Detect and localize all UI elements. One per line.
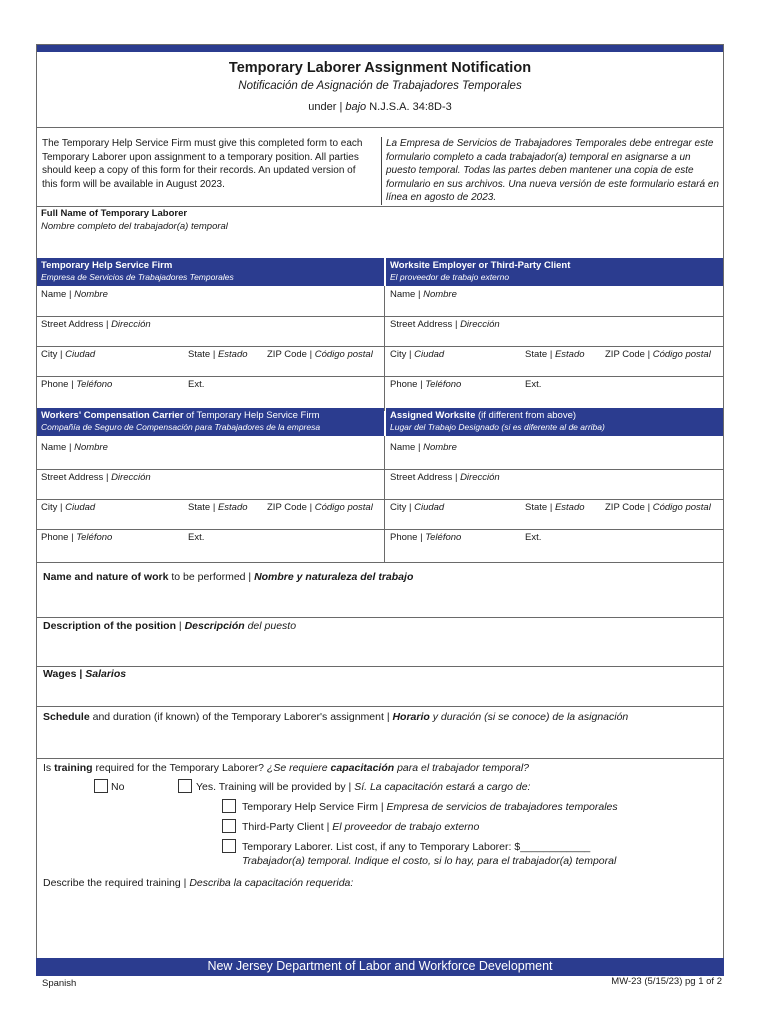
schedule-field[interactable]: Schedule and duration (if known) of the Temporary Laborer's assignment | Horario y duración (si se conoce) de la asignación: [43, 711, 629, 723]
assigned-worksite-header: Assigned Worksite (if different from above) Lugar del Trabajo Designado (si es diferente al de arriba): [386, 408, 723, 436]
divider: [37, 346, 723, 347]
assigned-city-field[interactable]: City | Ciudad: [390, 502, 445, 513]
intro-spanish: La Empresa de Servicios de Trabajadores Temporales debe entregar este formulario completo a cada trabajador(a) temporal en asignarse a un puesto temporal. Todas las partes deben mantener una copia de este formulario en sus archivos. Una nueva versión de este formulario estará en línea en agosto de 2023.: [381, 137, 722, 205]
provider-laborer-label-es: Trabajador(a) temporal. Indique el costo, si lo hay, para el trabajador(a) temporal: [242, 855, 617, 867]
assigned-zip-field[interactable]: ZIP Code | Código postal: [605, 502, 711, 513]
full-name-input[interactable]: [41, 233, 717, 255]
divider: [37, 617, 723, 618]
wages-field[interactable]: Wages | Salarios: [43, 668, 127, 680]
divider: [37, 529, 723, 530]
divider: [37, 706, 723, 707]
training-no-checkbox[interactable]: [94, 779, 108, 793]
full-name-label: Full Name of Temporary Laborer: [41, 208, 188, 219]
provider-client-label: Third-Party Client | El proveedor de trabajo externo: [242, 821, 480, 833]
department-footer: New Jersey Department of Labor and Workforce Development: [36, 958, 724, 976]
divider: [37, 469, 723, 470]
worksite-name-field[interactable]: Name | Nombre: [390, 289, 457, 300]
form-id: MW-23 (5/15/23) pg 1 of 2: [611, 976, 722, 987]
firm-zip-field[interactable]: ZIP Code | Código postal: [267, 349, 373, 360]
firm-name-field[interactable]: Name | Nombre: [41, 289, 108, 300]
worksite-ext-field[interactable]: Ext.: [525, 379, 542, 390]
worksite-street-field[interactable]: Street Address | Dirección: [390, 319, 500, 330]
worksite-city-field[interactable]: City | Ciudad: [390, 349, 445, 360]
nature-of-work-field[interactable]: Name and nature of work to be performed | Nombre y naturaleza del trabajo: [43, 571, 414, 583]
divider: [384, 286, 385, 411]
assigned-ext-field[interactable]: Ext.: [525, 532, 542, 543]
provider-client-checkbox[interactable]: [222, 819, 236, 833]
firm-state-field[interactable]: State | Estado: [188, 349, 248, 360]
carrier-header: Workers' Compensation Carrier of Temporary Help Service Firm Compañía de Seguro de Compensación para Trabajadores de la empresa: [37, 408, 384, 436]
divider: [37, 206, 723, 207]
assigned-street-field[interactable]: Street Address | Dirección: [390, 472, 500, 483]
statute-line: under | bajo N.J.S.A. 34:8D-3: [308, 101, 452, 113]
carrier-city-field[interactable]: City | Ciudad: [41, 502, 96, 513]
carrier-name-field[interactable]: Name | Nombre: [41, 442, 108, 453]
training-no-label: No: [111, 781, 125, 793]
form-page: [36, 44, 724, 976]
carrier-street-field[interactable]: Street Address | Dirección: [41, 472, 151, 483]
firm-phone-field[interactable]: Phone | Teléfono: [41, 379, 113, 390]
carrier-ext-field[interactable]: Ext.: [188, 532, 205, 543]
firm-ext-field[interactable]: Ext.: [188, 379, 205, 390]
worksite-zip-field[interactable]: ZIP Code | Código postal: [605, 349, 711, 360]
carrier-zip-field[interactable]: ZIP Code | Código postal: [267, 502, 373, 513]
divider: [37, 666, 723, 667]
provider-firm-label: Temporary Help Service Firm | Empresa de servicios de trabajadores temporales: [242, 801, 618, 813]
intro-english: The Temporary Help Service Firm must give this completed form to each Temporary Laborer upon assignment to a temporary position. All parties should keep a copy of this form for their records. An updated version of this form will be available in August 2023.: [42, 138, 363, 190]
assigned-phone-field[interactable]: Phone | Teléfono: [390, 532, 462, 543]
firm-street-field[interactable]: Street Address | Dirección: [41, 319, 151, 330]
position-description-field[interactable]: Description of the position | Descripción del puesto: [43, 620, 297, 632]
training-yes-label: Yes. Training will be provided by | Sí. La capacitación estará a cargo de:: [196, 781, 531, 793]
language-label: Spanish: [42, 978, 77, 989]
provider-firm-checkbox[interactable]: [222, 799, 236, 813]
worksite-header: Worksite Employer or Third-Party Client El proveedor de trabajo externo: [386, 258, 723, 286]
full-name-label-es: Nombre completo del trabajador(a) temporal: [41, 221, 228, 232]
training-yes-checkbox[interactable]: [178, 779, 192, 793]
training-question: Is training required for the Temporary Laborer? ¿Se requiere capacitación para el trabajador temporal?: [43, 762, 530, 774]
divider: [37, 758, 723, 759]
training-description-field[interactable]: Describe the required training | Describa la capacitación requerida:: [43, 877, 354, 889]
carrier-phone-field[interactable]: Phone | Teléfono: [41, 532, 113, 543]
form-title: Temporary Laborer Assignment Notification: [228, 60, 532, 76]
carrier-state-field[interactable]: State | Estado: [188, 502, 248, 513]
divider: [37, 376, 723, 377]
divider: [37, 499, 723, 500]
provider-laborer-label[interactable]: Temporary Laborer. List cost, if any to Temporary Laborer: $____________: [242, 841, 591, 853]
divider: [37, 316, 723, 317]
assigned-state-field[interactable]: State | Estado: [525, 502, 585, 513]
divider: [37, 127, 723, 128]
worksite-phone-field[interactable]: Phone | Teléfono: [390, 379, 462, 390]
divider: [37, 562, 723, 563]
form-subtitle-es: Notificación de Asignación de Trabajadores Temporales: [238, 80, 522, 92]
worksite-state-field[interactable]: State | Estado: [525, 349, 585, 360]
assigned-name-field[interactable]: Name | Nombre: [390, 442, 457, 453]
firm-city-field[interactable]: City | Ciudad: [41, 349, 96, 360]
firm-header: Temporary Help Service Firm Empresa de Servicios de Trabajadores Temporales: [37, 258, 384, 286]
provider-laborer-checkbox[interactable]: [222, 839, 236, 853]
